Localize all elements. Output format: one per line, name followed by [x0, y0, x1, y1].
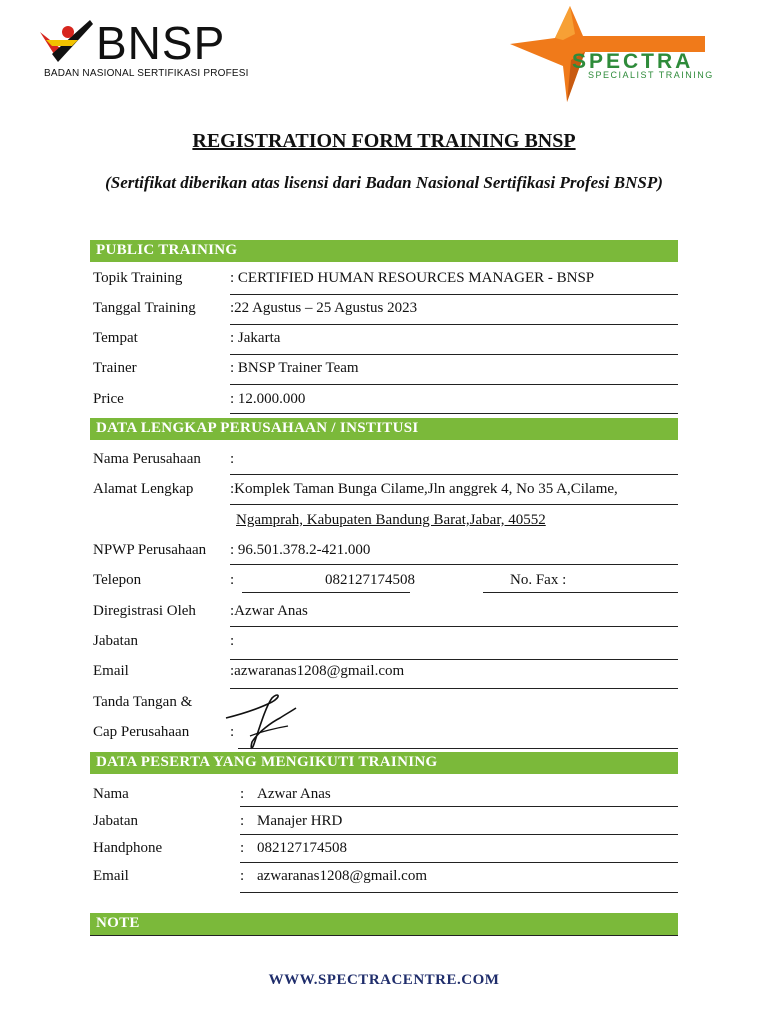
participant-nama-colon: : [240, 786, 245, 802]
signature-colon: : [230, 724, 235, 740]
section-header-public-training [90, 240, 678, 262]
tempat-label: Tempat [93, 330, 138, 346]
participant-email-line [240, 892, 678, 893]
section-header-note [90, 913, 678, 935]
npwp-line [230, 564, 678, 565]
participant-nama-line [240, 806, 678, 807]
diregistrasi-value: :Azwar Anas [230, 603, 308, 619]
bnsp-logo-icon [38, 18, 94, 64]
participant-nama-value: Azwar Anas [257, 786, 331, 802]
topik-training-value: : CERTIFIED HUMAN RESOURCES MANAGER - BNSP [230, 270, 595, 286]
form-title: REGISTRATION FORM TRAINING BNSP [192, 130, 576, 152]
participant-jabatan-colon: : [240, 813, 245, 829]
participant-handphone-label: Handphone [93, 840, 163, 856]
section-title: DATA LENGKAP PERUSAHAAN / INSTITUSI [96, 420, 419, 436]
alamat-value-2: Ngamprah, Kabupaten Bandung Barat,Jabar, 40552 [236, 512, 546, 528]
note-line [90, 935, 678, 936]
form-subtitle: (Sertifikat diberikan atas lisensi dari Badan Nasional Sertifikasi Profesi BNSP) [105, 173, 663, 192]
jabatan-line [230, 659, 678, 660]
telepon-line [242, 592, 410, 593]
section-title: PUBLIC TRAINING [96, 242, 238, 258]
participant-email-label: Email [93, 868, 129, 884]
diregistrasi-line [230, 626, 678, 627]
tanda-tangan-label: Tanda Tangan & [93, 694, 193, 710]
section-title: NOTE [96, 915, 140, 931]
alamat-line-1 [230, 504, 678, 505]
participant-nama-label: Nama [93, 786, 129, 802]
price-label: Price [93, 391, 124, 407]
telepon-value: 082127174508 [325, 572, 415, 588]
diregistrasi-label: Diregistrasi Oleh [93, 603, 196, 619]
participant-jabatan-label: Jabatan [93, 813, 138, 829]
trainer-value: : BNSP Trainer Team [230, 360, 359, 376]
participant-email-colon: : [240, 868, 245, 884]
nama-perusahaan-line [230, 474, 678, 475]
tempat-line [230, 354, 678, 355]
section-header-company [90, 418, 678, 440]
tempat-value: : Jakarta [230, 330, 281, 346]
topik-training-label: Topik Training [93, 270, 183, 286]
footer-website[interactable]: WWW.SPECTRACENTRE.COM [268, 972, 500, 988]
alamat-value-1: :Komplek Taman Bunga Cilame,Jln anggrek 4, No 35 A,Cilame, [230, 481, 618, 497]
participant-jabatan-line [240, 834, 678, 835]
signature-line [238, 748, 678, 749]
telepon-label: Telepon [93, 572, 142, 588]
section-title: DATA PESERTA YANG MENGIKUTI TRAINING [96, 754, 438, 770]
email-company-label: Email [93, 663, 129, 679]
nama-perusahaan-value: : [230, 451, 235, 467]
email-company-line [230, 688, 678, 689]
jabatan-value: : [230, 633, 235, 649]
tanggal-training-label: Tanggal Training [93, 300, 196, 316]
alamat-label: Alamat Lengkap [93, 481, 194, 497]
tanggal-training-line [230, 324, 678, 325]
topik-training-line [230, 294, 678, 295]
bnsp-logo-subtitle: BADAN NASIONAL SERTIFIKASI PROFESI [44, 68, 249, 79]
trainer-label: Trainer [93, 360, 137, 376]
cap-perusahaan-label: Cap Perusahaan [93, 724, 190, 740]
participant-handphone-value: 082127174508 [257, 840, 347, 856]
participant-handphone-colon: : [240, 840, 245, 856]
jabatan-label: Jabatan [93, 633, 138, 649]
nama-perusahaan-label: Nama Perusahaan [93, 451, 201, 467]
telepon-colon: : [230, 572, 235, 588]
participant-email-value: azwaranas1208@gmail.com [257, 868, 428, 884]
trainer-line [230, 384, 678, 385]
spectra-logo-subtitle: SPECIALIST TRAINING [588, 70, 714, 80]
price-value: : 12.000.000 [230, 391, 306, 407]
participant-handphone-line [240, 862, 678, 863]
tanggal-training-value: :22 Agustus – 25 Agustus 2023 [230, 300, 418, 316]
section-header-participant [90, 752, 678, 774]
fax-line [483, 592, 678, 593]
participant-jabatan-value: Manajer HRD [257, 813, 343, 829]
bnsp-logo-text: BNSP [96, 17, 226, 69]
npwp-value: : 96.501.378.2-421.000 [230, 542, 371, 558]
price-line [230, 413, 678, 414]
fax-label: No. Fax : [510, 572, 567, 588]
email-company-value: :azwaranas1208@gmail.com [230, 663, 405, 679]
spectra-logo-text: SPECTRA [572, 50, 694, 73]
signature-mark [220, 692, 310, 752]
npwp-label: NPWP Perusahaan [93, 542, 207, 558]
